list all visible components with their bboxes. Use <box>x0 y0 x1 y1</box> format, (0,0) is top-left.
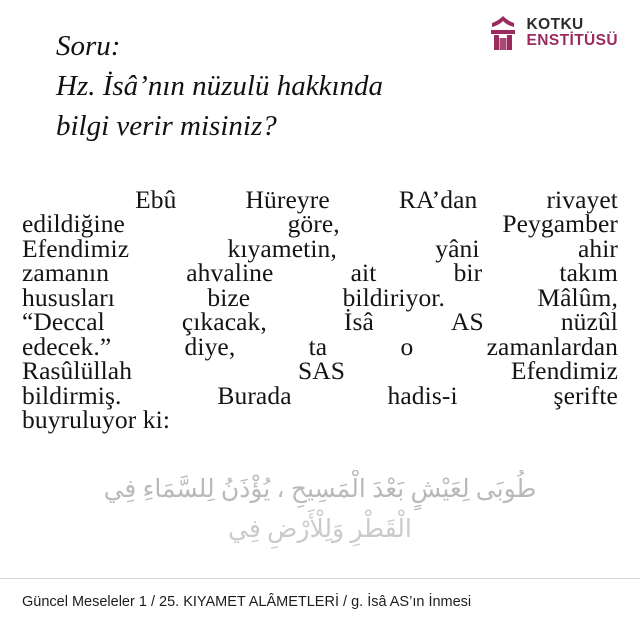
word: Hüreyre <box>245 185 330 214</box>
word: Ebû <box>135 185 177 214</box>
paragraph-last-line: buyruluyor ki: <box>22 405 171 435</box>
word: SAS <box>297 356 346 386</box>
word: RA’dan <box>398 185 478 214</box>
question-line-2: bilgi verir misiniz? <box>56 110 277 143</box>
word: hususları <box>22 282 115 312</box>
word: Mâlûm, <box>537 282 618 312</box>
word: çıkacak, <box>181 307 267 337</box>
word: göre, <box>287 209 340 239</box>
word: kıyametin, <box>227 233 337 263</box>
word: zamanın <box>22 258 110 288</box>
word: yâni <box>435 233 480 263</box>
logo-line-1: KOTKU <box>526 16 584 34</box>
word: bize <box>207 282 251 312</box>
word: diye, <box>184 331 236 361</box>
footer-divider <box>0 578 640 579</box>
word: Efendimiz <box>22 233 130 263</box>
paragraph-line <box>22 233 618 263</box>
word: ta <box>308 331 328 361</box>
word: takım <box>559 258 618 288</box>
footer-caption: Güncel Meseleler 1 / 25. KIYAMET ALÂMETLERİ / g. İsâ AS’ın İnmesi <box>22 594 472 610</box>
arabic-line-1: طُوبَى لِعَيْشٍ بَعْدَ الْمَسِيحِ ، يُؤْذَنُ لِلسَّمَاءِ فِي <box>103 476 537 503</box>
question-heading <box>56 26 596 146</box>
word: İsâ <box>343 307 374 337</box>
word: Efendimiz <box>510 356 618 386</box>
word: edecek.” <box>22 331 112 361</box>
word: bildirmiş. <box>22 380 122 410</box>
word: AS <box>450 307 484 337</box>
question-line-1: Hz. İsâ’nın nüzulü hakkında <box>56 70 384 103</box>
body-paragraph <box>22 185 618 435</box>
paragraph-line <box>22 282 618 312</box>
word: nüzûl <box>560 307 618 337</box>
word: rivayet <box>546 185 618 214</box>
arabic-hadith-text <box>0 470 640 565</box>
word: o <box>400 331 414 361</box>
word: Peygamber <box>502 209 618 239</box>
word: “Deccal <box>22 307 105 337</box>
word: ahir <box>577 233 618 263</box>
word: şerifte <box>553 380 618 410</box>
word: bir <box>453 258 483 288</box>
word: Rasûlüllah <box>22 356 133 386</box>
question-label: Soru: <box>56 30 121 62</box>
word: hadis-i <box>387 380 458 410</box>
word: edildiğine <box>22 209 125 239</box>
word: bildiriyor. <box>342 282 445 312</box>
word: ahvaline <box>186 258 274 288</box>
logo-line-2: ENSTİTÜSÜ <box>526 32 618 49</box>
word: Burada <box>217 380 292 410</box>
arabic-line-2: الْقَطْرِ وَلِلْأَرْضِ فِي <box>228 516 412 543</box>
word: zamanlardan <box>486 331 618 361</box>
word: ait <box>350 258 377 288</box>
